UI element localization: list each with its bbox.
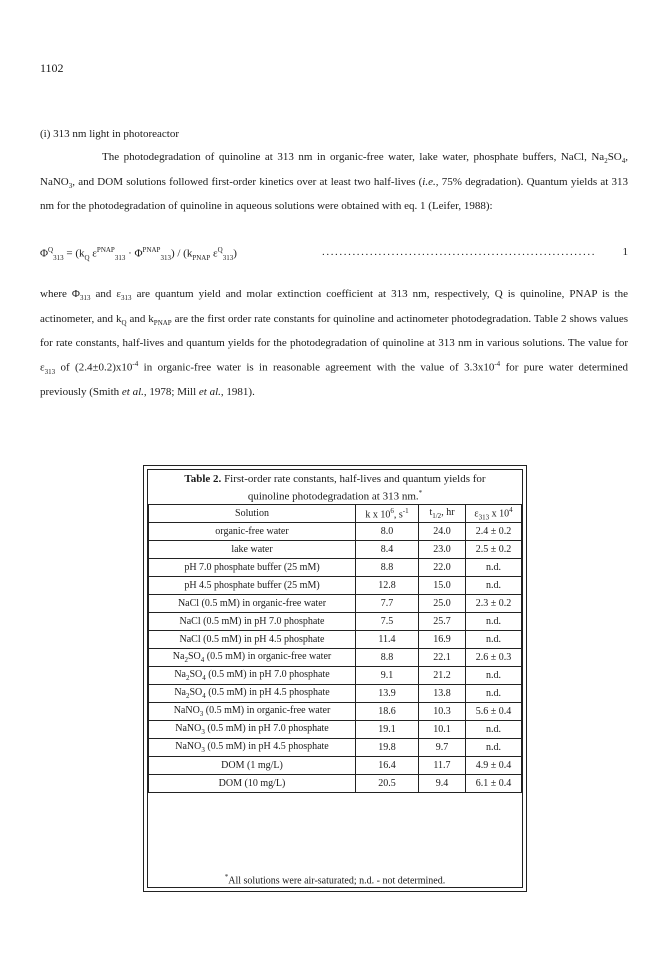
cell-half-life: 25.0	[419, 595, 466, 613]
table-row	[149, 757, 522, 775]
cell-k: 20.5	[356, 775, 419, 793]
cell-half-life: 10.1	[419, 721, 466, 739]
cell-solution: pH 4.5 phosphate buffer (25 mM)	[149, 577, 356, 595]
cell-half-life: 9.4	[419, 775, 466, 793]
table-footnote: *All solutions were air-saturated; n.d. - not determined.	[224, 872, 446, 886]
table-row	[149, 559, 522, 577]
table-row	[149, 649, 522, 667]
cell-half-life: 21.2	[419, 667, 466, 685]
cell-epsilon: n.d.	[466, 667, 522, 685]
cell-epsilon: n.d.	[466, 739, 522, 757]
rate-constant-table	[148, 504, 522, 793]
cell-solution: NaCl (0.5 mM) in pH 7.0 phosphate	[149, 613, 356, 631]
cell-k: 19.8	[356, 739, 419, 757]
header-solution: Solution	[149, 505, 356, 523]
page-number: 1102	[40, 61, 64, 75]
cell-epsilon: n.d.	[466, 685, 522, 703]
cell-k: 16.4	[356, 757, 419, 775]
cell-k: 7.7	[356, 595, 419, 613]
section-heading: (i) 313 nm light in photoreactor	[40, 128, 179, 140]
cell-k: 8.8	[356, 649, 419, 667]
cell-epsilon: 5.6 ± 0.4	[466, 703, 522, 721]
cell-solution: DOM (1 mg/L)	[149, 757, 356, 775]
table-row	[149, 541, 522, 559]
cell-half-life: 11.7	[419, 757, 466, 775]
paragraph-definitions: where $\Phi_{313}$ and $\varepsilon_{313}$ are quantum yield and molar extinction coefficient at 313 nm, respectively, Q is quinoline, PNAP is the actinometer, and $k_Q$ and $k_{PNAP}$ are the first order rate constants for quinoline and actinometer photodegradation. Table 2 shows values for rate constants, half-lives and quantum yields for the photodegradation of quinoline at 313 nm in various solutions. The value for $\varepsilon_{313}$ of $(2.4\pm 0.2)x10^{-4}$ in organic-free water is in reasonable agreement with the value of $3.3x10^{-4}$ for pure water determined previously (Smith et al., 1978; Mill et al., 1981).	[40, 288, 628, 399]
header-half-life: $t_{1/2}$, hr	[419, 505, 466, 523]
cell-half-life: 13.8	[419, 685, 466, 703]
cell-solution: organic-free water	[149, 523, 356, 541]
cell-epsilon: 2.5 ± 0.2	[466, 541, 522, 559]
cell-solution: NaCl (0.5 mM) in pH 4.5 phosphate	[149, 631, 356, 649]
table-row	[149, 523, 522, 541]
cell-epsilon: n.d.	[466, 631, 522, 649]
cell-half-life: 23.0	[419, 541, 466, 559]
cell-epsilon: 4.9 ± 0.4	[466, 757, 522, 775]
cell-half-life: 15.0	[419, 577, 466, 595]
table-row	[149, 667, 522, 685]
cell-half-life: 22.0	[419, 559, 466, 577]
table-row	[149, 631, 522, 649]
cell-k: 7.5	[356, 613, 419, 631]
header-rate-constant: k x $10^6$, $s^{-1}$	[356, 505, 419, 523]
table-row	[149, 775, 522, 793]
table-row	[149, 739, 522, 757]
cell-k: 11.4	[356, 631, 419, 649]
cell-half-life: 16.9	[419, 631, 466, 649]
table-row	[149, 685, 522, 703]
cell-half-life: 24.0	[419, 523, 466, 541]
cell-solution: DOM (10 mg/L)	[149, 775, 356, 793]
cell-k: 8.4	[356, 541, 419, 559]
cell-k: 18.6	[356, 703, 419, 721]
table-row	[149, 703, 522, 721]
cell-k: 12.8	[356, 577, 419, 595]
cell-half-life: 22.1	[419, 649, 466, 667]
cell-half-life: 25.7	[419, 613, 466, 631]
cell-k: 8.8	[356, 559, 419, 577]
table-row	[149, 613, 522, 631]
paragraph-photodegradation: The photodegradation of quinoline at 313 nm in organic-free water, lake water, phosphate buffers, NaCl, $Na_2SO_4$, NaNO$_3$, and DOM solutions followed first-order kinetics over at least two half-lives (i.e., 75% degradation). Quantum yields at 313 nm for the photodegradation of quinoline in aqueous solutions were obtained with eq. 1 (Leifer, 1988):	[40, 151, 628, 213]
equation-leader-dots: ...............................................................	[322, 246, 597, 258]
cell-k: 13.9	[356, 685, 419, 703]
table-row	[149, 595, 522, 613]
cell-epsilon: 6.1 ± 0.4	[466, 775, 522, 793]
cell-epsilon: n.d.	[466, 559, 522, 577]
header-extinction-coefficient: $\varepsilon_{313}$ x $10^4$	[466, 505, 522, 523]
table-header-row	[149, 505, 522, 523]
cell-solution: $Na_2SO_4$ (0.5 mM) in pH 4.5 phosphate	[149, 685, 356, 703]
cell-epsilon: 2.6 ± 0.3	[466, 649, 522, 667]
cell-solution: NaCl (0.5 mM) in organic-free water	[149, 595, 356, 613]
table-caption: Table 2. First-order rate constants, half-lives and quantum yields for quinoline photodegradation at 313 nm.*	[184, 473, 486, 503]
cell-k: 9.1	[356, 667, 419, 685]
cell-solution: NaNO$_3$ (0.5 mM) in organic-free water	[149, 703, 356, 721]
cell-solution: $Na_2SO_4$ (0.5 mM) in organic-free water	[149, 649, 356, 667]
cell-epsilon: 2.4 ± 0.2	[466, 523, 522, 541]
cell-half-life: 9.7	[419, 739, 466, 757]
equation-1: $\Phi^Q_{313} = (k_Q$ $\varepsilon^{PNAP}_{313} \cdot \Phi^{PNAP}_{313}) / (k_{PNAP}$ $\varepsilon^Q_{313}$) ............................................................... 1	[40, 246, 628, 262]
equation-number: 1	[622, 246, 628, 258]
cell-epsilon: n.d.	[466, 577, 522, 595]
table-row	[149, 577, 522, 595]
cell-solution: NaNO$_3$ (0.5 mM) in pH 4.5 phosphate	[149, 739, 356, 757]
table-row	[149, 721, 522, 739]
cell-k: 8.0	[356, 523, 419, 541]
cell-solution: $Na_2SO_4$ (0.5 mM) in pH 7.0 phosphate	[149, 667, 356, 685]
cell-epsilon: n.d.	[466, 613, 522, 631]
cell-solution: lake water	[149, 541, 356, 559]
cell-solution: pH 7.0 phosphate buffer (25 mM)	[149, 559, 356, 577]
cell-half-life: 10.3	[419, 703, 466, 721]
cell-solution: NaNO$_3$ (0.5 mM) in pH 7.0 phosphate	[149, 721, 356, 739]
cell-epsilon: n.d.	[466, 721, 522, 739]
cell-k: 19.1	[356, 721, 419, 739]
table-2	[143, 465, 527, 892]
cell-epsilon: 2.3 ± 0.2	[466, 595, 522, 613]
